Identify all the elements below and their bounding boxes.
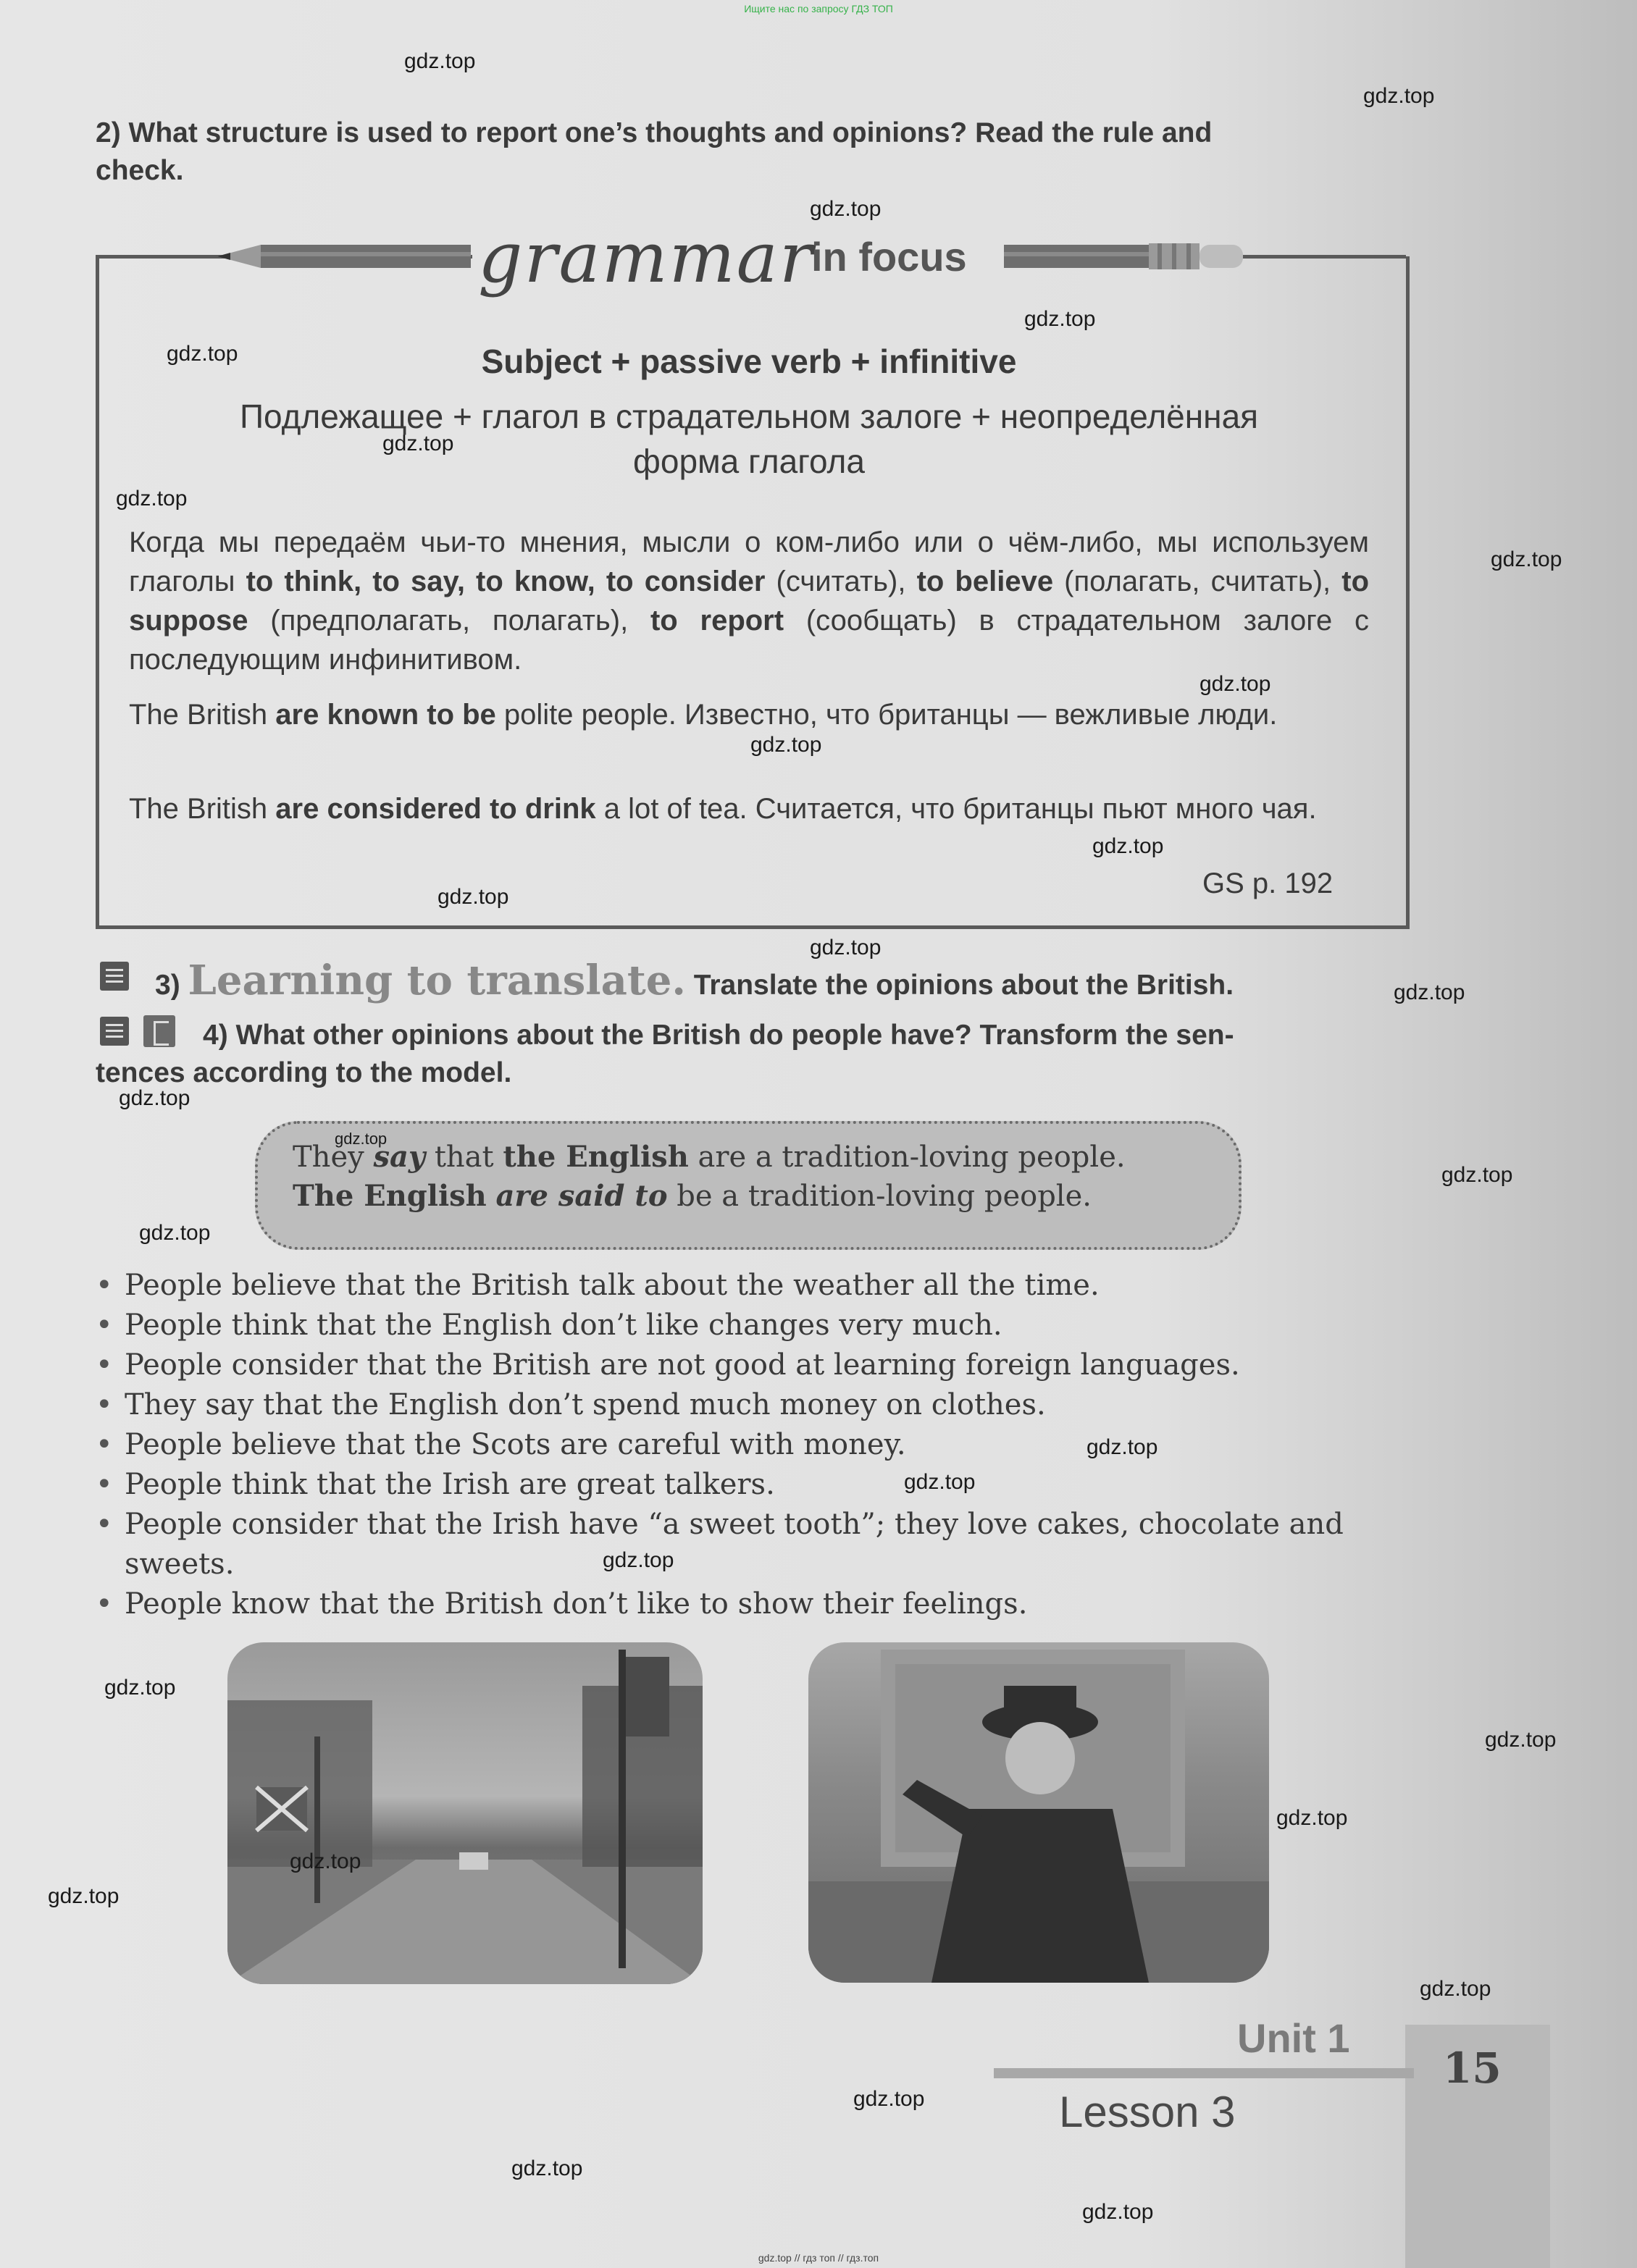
watermark: gdz.top xyxy=(437,885,509,909)
watermark: gdz.top xyxy=(335,1130,388,1148)
task-3-number: 3) xyxy=(155,970,180,1001)
model-run: are a tradition-loving people. xyxy=(688,1141,1126,1174)
watermark: gdz.top xyxy=(853,2087,925,2111)
beefeater-guard-icon xyxy=(808,1642,1269,1983)
watermark: gdz.top xyxy=(1276,1806,1348,1830)
list-item: • People believe that the British talk about the weather all the time. xyxy=(93,1266,1411,1306)
exercise-book-icon-2 xyxy=(100,1017,129,1046)
formula-en: Subject + passive verb + infinitive xyxy=(481,343,1017,380)
bottom-note: gdz.top // гдз топ // гдз.топ xyxy=(758,2252,879,2264)
model-run: the English xyxy=(503,1140,689,1174)
watermark: gdz.top xyxy=(603,1548,674,1572)
watermark: gdz.top xyxy=(904,1470,976,1494)
list-item: • People consider that the Irish have “a sweet tooth”; they love cakes, chocolate and sweets. xyxy=(93,1505,1411,1584)
model-line-2 xyxy=(293,1179,1092,1213)
formula-ru-line-2: форма глагола xyxy=(633,442,865,480)
writing-icon xyxy=(143,1015,175,1047)
lesson-label: Lesson 3 xyxy=(1059,2088,1236,2136)
text-run: Когда мы передаём чьи-то мнения, мысли о ком-либо или о чём-либо, мы используем глаголы xyxy=(129,526,1369,597)
bold-term: to believe xyxy=(916,566,1054,597)
text-run: polite people. Известно, что британцы — вежливые люди. xyxy=(495,699,1278,731)
grammar-rule xyxy=(129,523,1369,679)
watermark: gdz.top xyxy=(116,487,188,511)
model-run: that xyxy=(425,1141,503,1174)
street-with-flags-icon xyxy=(227,1642,703,1984)
bold-term: to report xyxy=(650,605,784,637)
photo-beefeater xyxy=(808,1642,1269,1983)
list-item: • They say that the English don’t spend much money on clothes. xyxy=(93,1385,1411,1425)
watermark: gdz.top xyxy=(1092,834,1164,858)
watermark: gdz.top xyxy=(139,1221,211,1245)
model-run: be a tradition-loving people. xyxy=(667,1180,1092,1213)
watermark: gdz.top xyxy=(1491,547,1562,571)
grammar-reference: GS p. 192 xyxy=(1202,868,1334,899)
task-4-line-1: 4) What other opinions about the British do people have? Transform the sen- xyxy=(203,1020,1234,1051)
list-item: • People think that the English don’t like changes very much. xyxy=(93,1306,1411,1345)
list-item: • People consider that the British are not good at learning foreign languages. xyxy=(93,1345,1411,1385)
task-4-line-2: tences according to the model. xyxy=(96,1057,512,1088)
bold-term: are known to be xyxy=(275,699,496,731)
watermark: gdz.top xyxy=(167,342,238,366)
task-3-title: Learning to translate. xyxy=(188,957,686,1004)
model-run xyxy=(487,1180,496,1213)
text-run: (предполагать, полагать), xyxy=(248,605,650,637)
watermark: gdz.top xyxy=(404,49,476,73)
unit-divider xyxy=(994,2068,1414,2078)
watermark: gdz.top xyxy=(104,1676,176,1700)
model-line-1 xyxy=(293,1140,1126,1174)
unit-label: Unit 1 xyxy=(1237,2015,1350,2061)
top-search-note: Ищите нас по запросу ГДЗ ТОП xyxy=(744,3,893,14)
bold-term: are considered to drink xyxy=(275,793,596,825)
text-run: (полагать, считать), xyxy=(1053,566,1342,597)
model-run: say xyxy=(373,1140,426,1174)
task-2-line-1: 2) What structure is used to report one’s thoughts and opinions? Read the rule and xyxy=(96,117,1213,148)
text-run: (сообщать) в страдательном залоге с последующим инфинитивом. xyxy=(129,605,1369,676)
bold-term: to suppose xyxy=(129,566,1370,637)
model-run: They xyxy=(293,1141,374,1174)
watermark: gdz.top xyxy=(1087,1435,1158,1459)
watermark: gdz.top xyxy=(1024,307,1096,331)
watermark: gdz.top xyxy=(810,197,882,221)
formula-ru-line-1: Подлежащее + глагол в страдательном залоге + неопределённая xyxy=(239,398,1259,435)
watermark: gdz.top xyxy=(48,1884,120,1908)
model-run: are said to xyxy=(495,1179,668,1213)
grammar-example-1 xyxy=(129,695,1369,734)
grammar-example-2 xyxy=(129,789,1369,828)
photo-the-mall-flags xyxy=(227,1642,703,1984)
model-run: The English xyxy=(293,1179,487,1213)
watermark: gdz.top xyxy=(810,936,882,959)
watermark: gdz.top xyxy=(1485,1728,1557,1752)
list-item: • People believe that the Scots are careful with money. xyxy=(93,1425,1411,1465)
watermark: gdz.top xyxy=(1394,980,1465,1004)
watermark: gdz.top xyxy=(382,432,454,455)
list-item: • People know that the British don’t like to show their feelings. xyxy=(93,1584,1411,1624)
text-run: The British xyxy=(129,793,276,825)
grammar-title-suffix: in focus xyxy=(811,234,967,280)
bold-term: to think, to say, to know, to consider xyxy=(246,566,766,597)
watermark: gdz.top xyxy=(750,733,822,757)
watermark: gdz.top xyxy=(119,1086,191,1110)
exercise-book-icon xyxy=(100,962,129,991)
watermark: gdz.top xyxy=(1420,1977,1491,2001)
text-run: The British xyxy=(129,699,276,731)
grammar-title: grammar xyxy=(478,217,814,298)
text-run: (считать), xyxy=(765,566,917,597)
task-3-text: Translate the opinions about the British. xyxy=(693,970,1234,1001)
page-number: 15 xyxy=(1443,2044,1502,2093)
watermark: gdz.top xyxy=(1441,1163,1513,1187)
opinions-list xyxy=(93,1266,1411,1624)
watermark: gdz.top xyxy=(1082,2200,1154,2224)
list-item: • People think that the Irish are great talkers. xyxy=(93,1465,1411,1505)
text-run: a lot of tea. Считается, что британцы пьют много чая. xyxy=(595,793,1317,825)
watermark: gdz.top xyxy=(511,2156,583,2180)
watermark: gdz.top xyxy=(290,1849,361,1873)
watermark: gdz.top xyxy=(1363,84,1435,108)
watermark: gdz.top xyxy=(1200,672,1271,696)
task-2-line-2: check. xyxy=(96,155,184,186)
task-3 xyxy=(155,959,1234,1007)
